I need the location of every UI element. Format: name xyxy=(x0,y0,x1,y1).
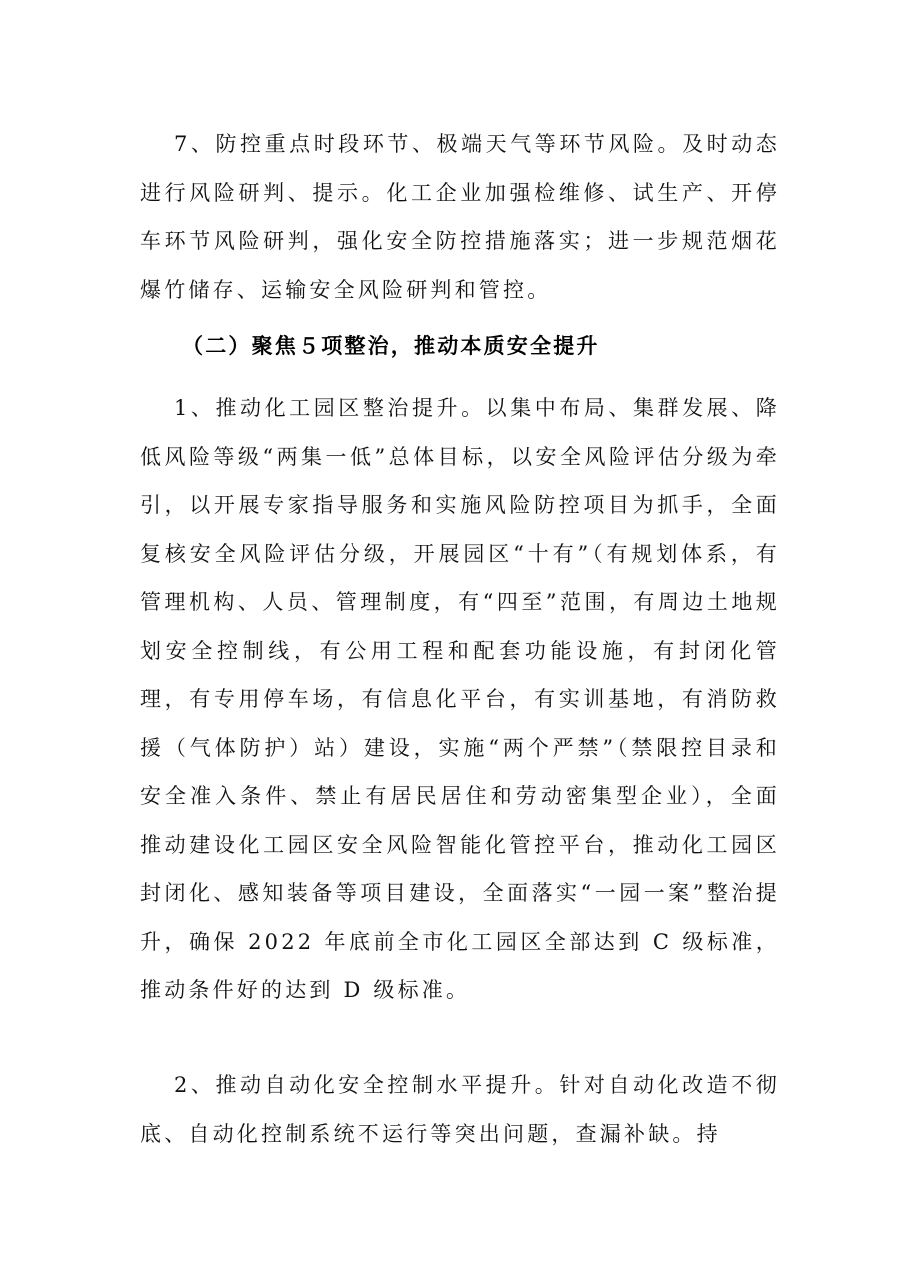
paragraph-risk-control: 7、防控重点时段环节、极端天气等环节风险。及时动态进行风险研判、提示。化工企业加强检维修、试生产、开停车环节风险研判，强化安全防控措施落实；进一步规范烟花爆竹储存、运输安全风险研判和管控。 xyxy=(140,132,780,302)
paragraph-automation: 2、推动自动化安全控制水平提升。针对自动化改造不彻底、自动化控制系统不运行等突出问题，查漏补缺。持 xyxy=(140,1073,780,1146)
section-heading: （二）聚焦５项整治，推动本质安全提升 xyxy=(182,334,600,358)
paragraph-chemical-park: 1、推动化工园区整治提升。以集中布局、集群发展、降低风险等级“两集一低”总体目标，以安全风险评估分级为牵引，以开展专家指导服务和实施风险防控项目为抓手，全面复核安全风险评估分级，开展园区“十有”（有规划体系，有管理机构、人员、管理制度，有“四至”范围，有周边土地规划安全控制线，有公用工程和配套功能设施，有封闭化管理，有专用停车场，有信息化平台，有实训基地，有消防救援（气体防护）站）建设，实施“两个严禁”（禁限控目录和安全准入条件、禁止有居民居住和劳动密集型企业），全面推动建设化工园区安全风险智能化管控平台，推动化工园区封闭化、感知装备等项目建设，全面落实“一园一案”整治提升，确保 2022 年底前全市化工园区全部达到 C 级标准，推动条件好的达到 D 级标准。 xyxy=(140,396,780,1002)
